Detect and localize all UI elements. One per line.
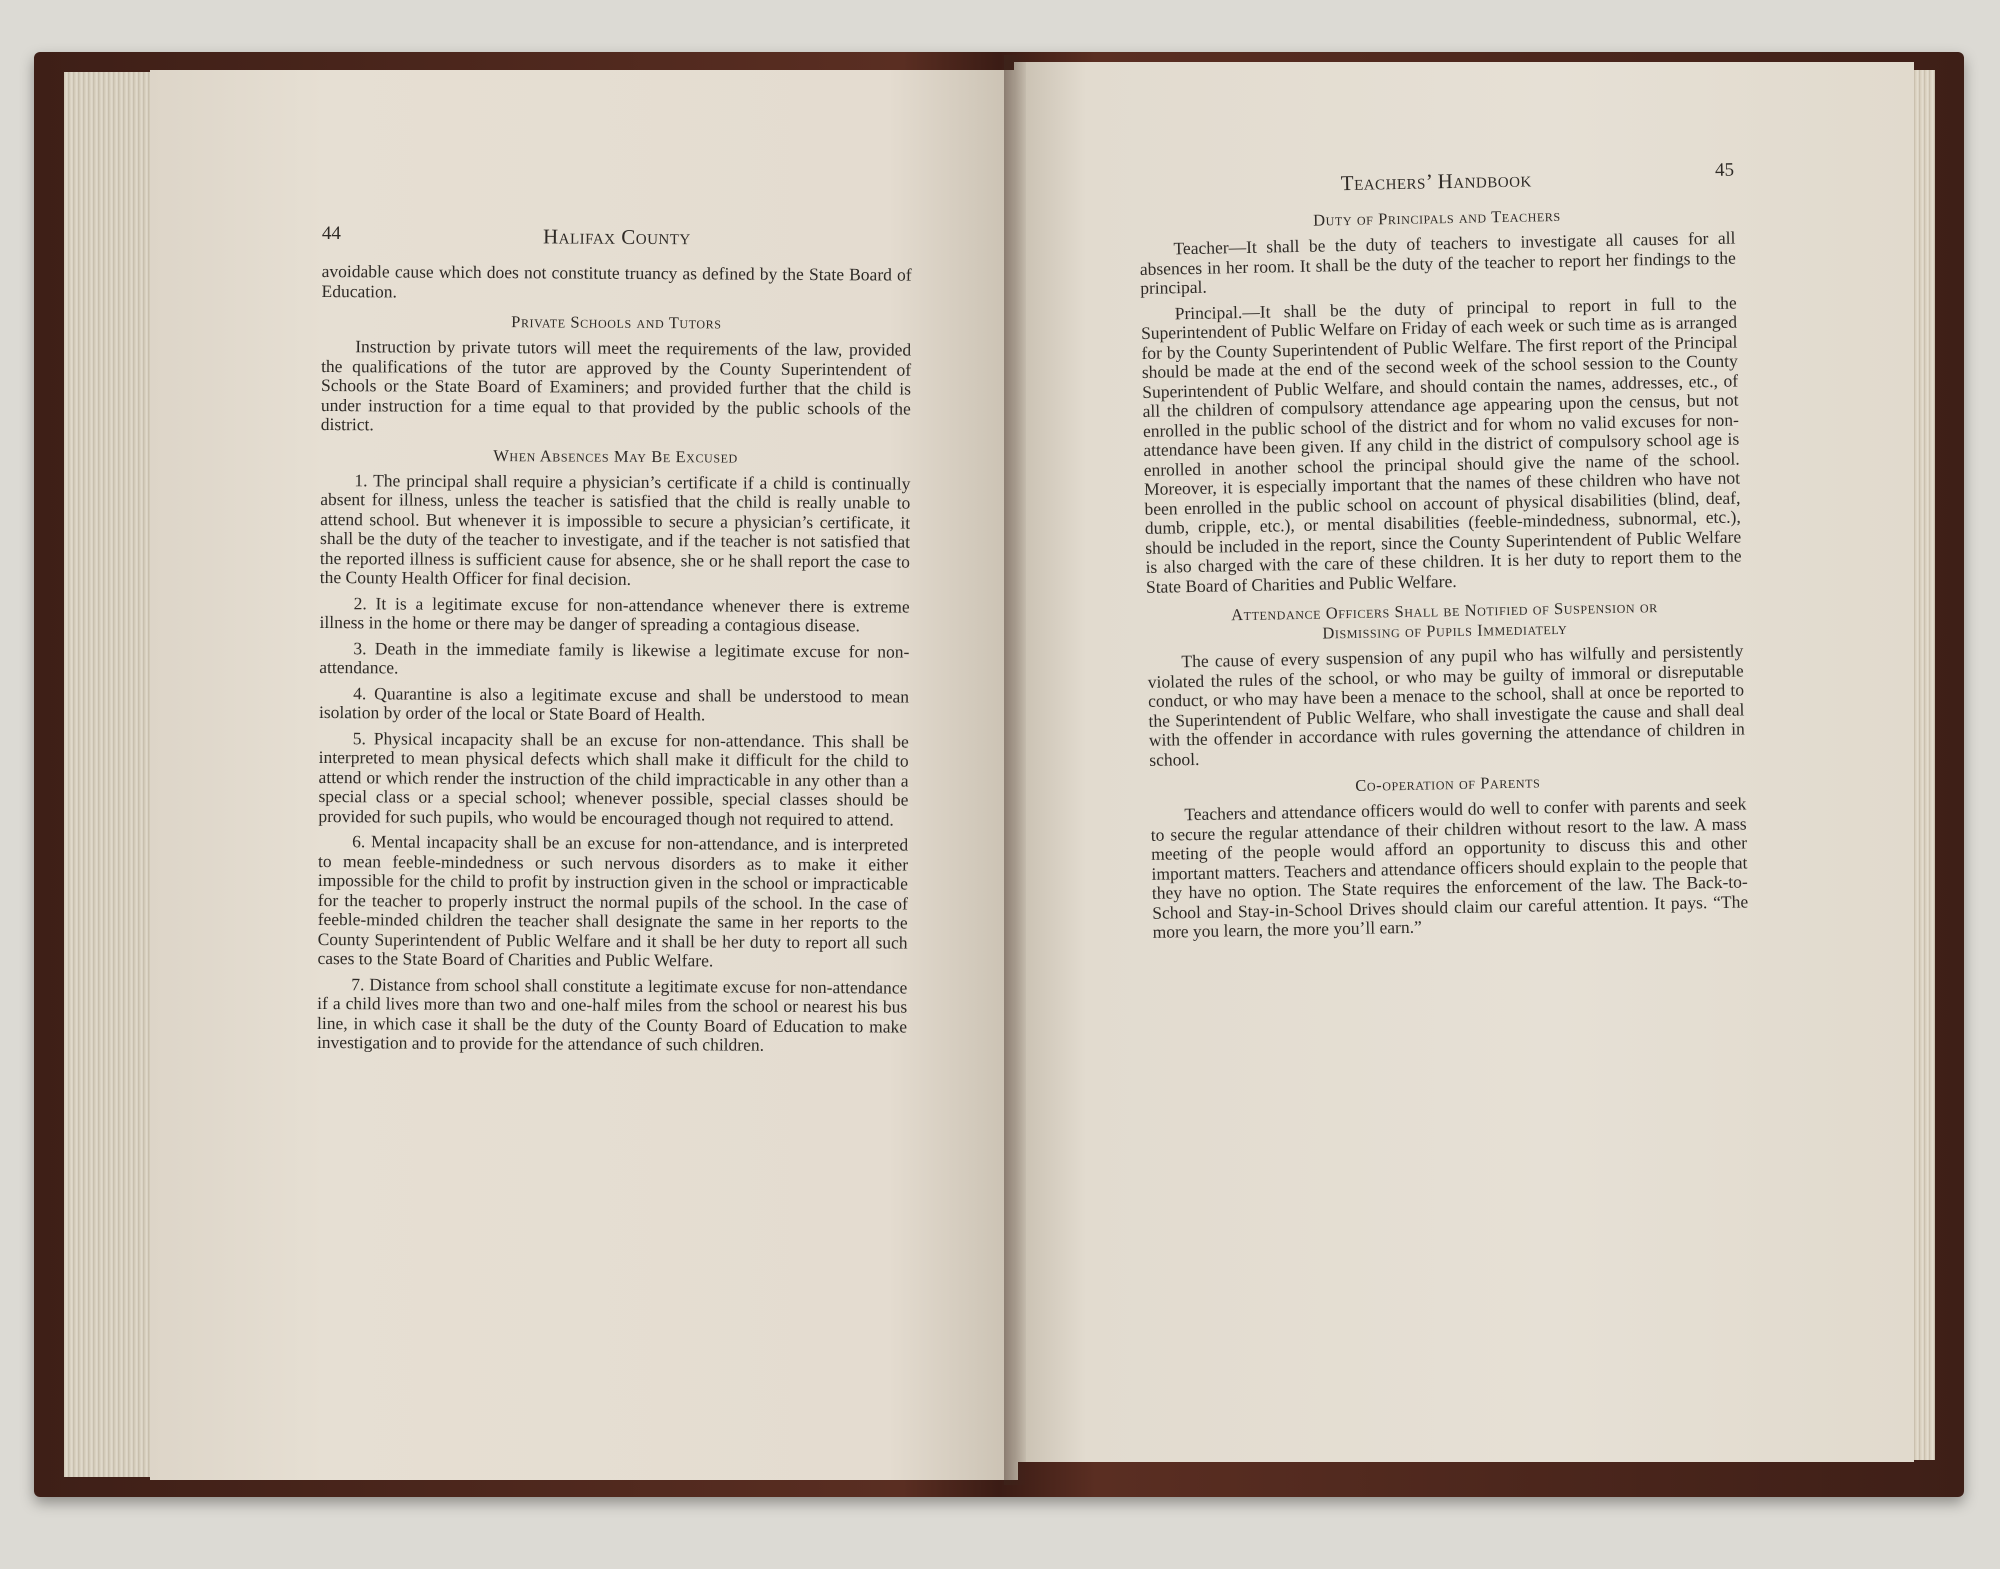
paragraph: The cause of every suspension of any pupil who has wilfully and persistently violated the rules of the school, or who may be guilty of immoral or disreputable conduct, or who may have been a menace to the school, shall at once be reported to the Superintendent of Public Welfare, who shall investigate the cause and shall deal with the offender in accordance with rules governing the attendance of children in school. <box>1147 640 1745 770</box>
right-running-head <box>1138 161 1734 202</box>
section-heading-line: Attendance Officers Shall be Notified of Suspension or <box>1230 597 1658 625</box>
left-page-content <box>317 220 912 1062</box>
list-item: 4. Quarantine is also a legitimate excuse and shall be understood to mean isolation by order of the local or State Board of Health. <box>318 682 910 725</box>
running-head-title: Halifax County <box>542 224 691 250</box>
paragraph: Teacher—It shall be the duty of teachers to investigate all causes for all absences in her room. It shall be the duty of the teacher to report her findings to the principal. <box>1139 227 1736 298</box>
section-heading: Duty of Principals and Teachers <box>1312 205 1561 230</box>
list-item: 7. Distance from school shall constitute a legitimate excuse for non-attendance if a child lives more than two and one-half miles from the school or nearest his bus line, in which case it shall be the duty of the County Board of Education to make investigation and to provide for the attendance of such children. <box>316 973 908 1055</box>
section-heading <box>1146 595 1743 646</box>
left-running-head <box>322 220 912 254</box>
right-page <box>1014 62 1914 1462</box>
section-heading: When Absences May Be Excused <box>493 445 738 467</box>
section-heading-line: Dismissing of Pupils Immediately <box>1322 618 1568 643</box>
running-head-title: Teachers’ Handbook <box>1340 167 1532 196</box>
section-heading: Co-operation of Parents <box>1355 772 1541 795</box>
list-item: 2. It is a legitimate excuse for non-attendance whenever there is extreme illness in the home or there may be danger of spreading a contagious disease. <box>319 592 910 636</box>
section-heading: Private Schools and Tutors <box>511 312 722 333</box>
page-number: 45 <box>1714 159 1735 181</box>
list-item: 5. Physical incapacity shall be an excuse for non-attendance. This shall be interpreted to mean physical defects which shall make it difficult for the child to attend or which render the instruction of the child impracticable in any other than a special class or a special school; whenever possible, special classes should be provided for such pupils, who would be encouraged though not required to attend. <box>318 727 909 830</box>
paragraph: Teachers and attendance officers would do well to confer with parents and seek to secure the regular attendance of their children without resort to the law. A mass meeting of the people would afford an opportunity to discuss this and other important matters. Teachers and attendance officers should explain to the people that they have no option. The State requires the enforcement of the law. The Back-to-School and Stay-in-School Drives should claim our careful attention. It pays. “The more you learn, the more you’ll earn.” <box>1150 793 1749 942</box>
paragraph: avoidable cause which does not constitute truancy as defined by the State Board of Education. <box>321 260 912 301</box>
list-item: 6. Mental incapacity shall be an excuse for non-attendance, and is interpreted to mean feeble-mindedness or such nervous disorders as to make it either impossible for the child to profit by instruction given in the school or impracticable for the teacher to properly instruct the normal pupils of the school. In the case of feeble-minded children the teacher shall designate the same in her reports to the County Superintendent of Public Welfare and it shall be her duty to report all such cases to the State Board of Charities and Public Welfare. <box>317 831 909 971</box>
paragraph: Instruction by private tutors will meet the requirements of the law, provided the qualifications of the tutor are approved by the County Superintendent of Schools or the State Board of Examiners; and provided further that the child is under instruction for a time equal to that provided by the public schools of the district. <box>320 336 912 435</box>
list-item: 1. The principal shall require a physician’s certificate if a child is continually absent for illness, unless the teacher is satisfied that the child is really unable to attend school. But whenever it is impossible to secure a physician’s certificate, it shall be the duty of the teacher to investigate, and if the teacher is not satisfied that the reported illness is sufficient cause for absence, she or he shall report the case to the County Health Officer for final decision. <box>319 469 911 589</box>
page-number: 44 <box>321 222 341 245</box>
left-page <box>150 70 1018 1480</box>
spine-shadow <box>1004 55 1026 1485</box>
right-page-content <box>1138 161 1749 949</box>
paragraph: Principal.—It shall be the duty of principal to report in full to the Superintendent of Public Welfare on Friday of each week or such time as is arranged for by the County Superintendent of Public Welfare. The first report of the Principal should be made at the end of the second week of the school session to the County Superintendent of Public Welfare, and should contain the names, addresses, etc., of all the children of compulsory attendance age appearing upon the census, but not enrolled in the public school of the district and for whom no valid excuses for non-attendance have been given. If any child in the district of compulsory school age is enrolled in another school the principal should give the name of the school. Moreover, it is especially important that the names of these children who have not been enrolled in the public school on account of physical disabilities (blind, deaf, dumb, cripple, etc.), or mental disabilities (feeble-mindedness, subnormal, etc.), should be included in the report, since the County Superintendent of Public Welfare is also charged with the care of these children. It is her duty to report them to the State Board of Charities and Public Welfare. <box>1140 292 1742 597</box>
list-item: 3. Death in the immediate family is likewise a legitimate excuse for non-attendance. <box>319 637 910 678</box>
